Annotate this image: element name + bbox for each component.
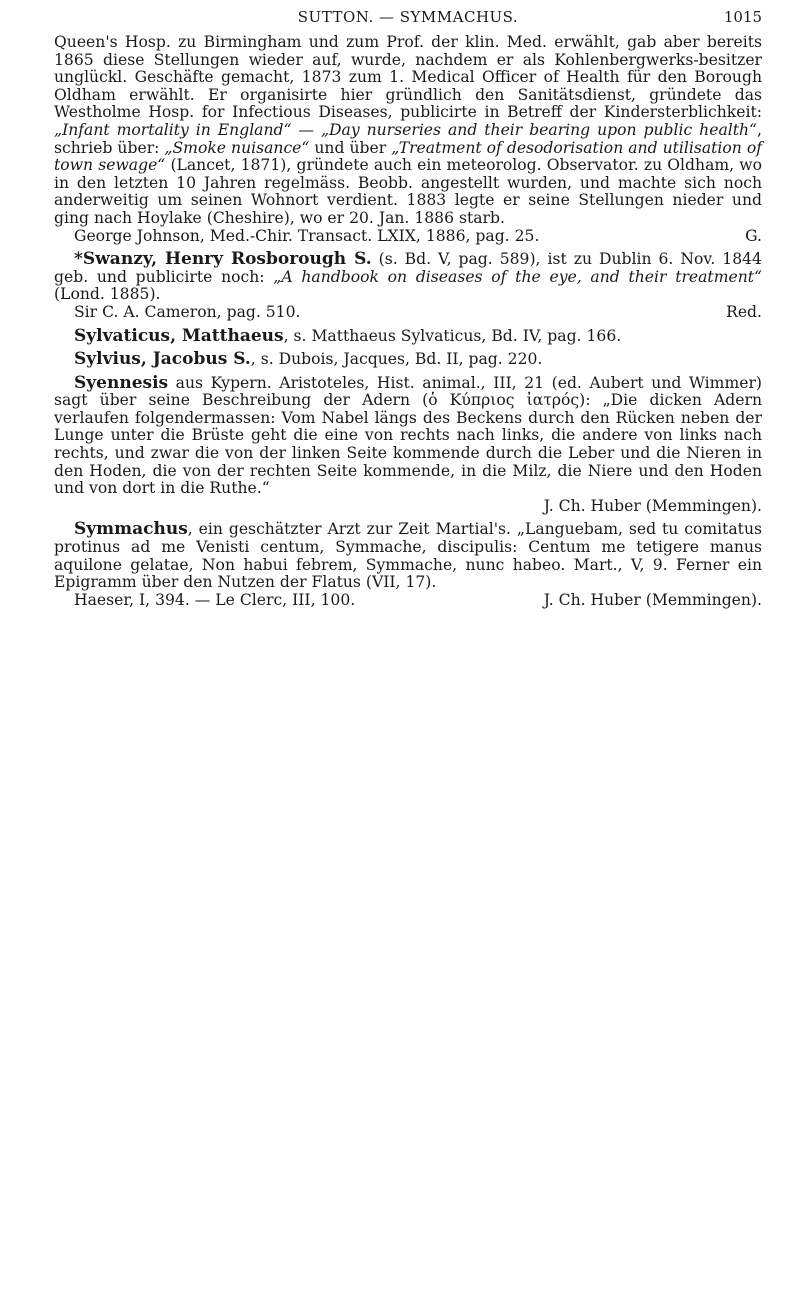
page-number: 1015 bbox=[723, 8, 762, 26]
swanzy-author: Red. bbox=[726, 302, 762, 321]
symmachus-headword: Symmachus bbox=[74, 519, 188, 540]
running-head: SUTTON. — SYMMACHUS. bbox=[297, 8, 519, 26]
swanzy-text-2: (Lond. 1885). bbox=[54, 285, 161, 304]
sutton-text-4: (Lancet, 1871), gründete auch ein meteorolog. Observator. zu Oldham, wo in den letzten 10 Jahren regelmäss. Beobb. angestellt wurden, und machte sich noch anderweitig um seinen Wohnort verdient. 1883 legte er seine Stellungen nieder und ging nach Hoylake (Cheshire), wo er 20. Jan. 1886 starb. bbox=[54, 156, 763, 227]
swanzy-paragraph bbox=[54, 251, 762, 304]
sutton-title-1: „Infant mortality in England“ — „Day nurseries and their bearing upon public health“ bbox=[54, 120, 758, 139]
syennesis-headword: Syennesis bbox=[74, 372, 169, 393]
swanzy-source: Sir C. A. Cameron, pag. 510. bbox=[74, 302, 301, 321]
symmachus-text: , ein geschätzter Arzt zur Zeit Martial's. „Languebam, sed tu comitatus protinus ad me Venisti centum, Symmache, discipulis: Centum me tetigere manus aquilone gelatae, Non habui febrem, Symmache, nunc habeo. Mart., V, 9. Ferner ein Epigramm über den Nutzen der Flatus (VII, 17). bbox=[54, 520, 762, 592]
sylvius-headword: Sylvius, Jacobus S. bbox=[74, 349, 251, 370]
page-text bbox=[54, 34, 762, 609]
swanzy-title: „A handbook on diseases of the eye, and their treatment“ bbox=[273, 267, 762, 286]
entry-symmachus bbox=[54, 521, 762, 609]
syennesis-author: J. Ch. Huber (Memmingen). bbox=[543, 496, 762, 515]
sutton-text-2: , schrieb über: bbox=[54, 120, 762, 157]
entry-sylvaticus bbox=[54, 325, 762, 346]
sylvius-paragraph bbox=[54, 351, 762, 369]
sutton-author: G. bbox=[745, 226, 762, 245]
sutton-title-2: „Smoke nuisance“ bbox=[164, 138, 310, 157]
sylvius-ref: , s. Dubois, Jacques, Bd. II, pag. 220. bbox=[250, 350, 543, 369]
sylvaticus-ref: , s. Matthaeus Sylvaticus, Bd. IV, pag. 166. bbox=[283, 326, 622, 345]
sutton-text-3: und über bbox=[309, 138, 392, 157]
sutton-source-line bbox=[54, 228, 762, 246]
entry-syennesis bbox=[54, 372, 762, 516]
sutton-title-3: „Treatment of desodorisation and utilisation of town sewage“ bbox=[54, 138, 762, 175]
syennesis-text: aus Kypern. Aristoteles, Hist. animal., III, 21 (ed. Aubert und Wimmer) sagt über seine Beschreibung der Adern (ὁ Κύπριος ἰατρός): „Die dicken Adern verlaufen folgendermassen: Vom Nabel längs des Beckens durch den Rücken neben der Lunge unter die Brüste geht die eine von rechts nach links, die andere von links nach rechts, und zwar die von der linken Seite kommende durch die Leber und die Nieren in den Hoden, die von der rechten Seite kommende, in die Milz, die Niere und den Hoden und von dort in die Ruthe.“ bbox=[54, 373, 762, 498]
page-header bbox=[54, 8, 762, 34]
sutton-paragraph bbox=[54, 34, 762, 228]
page bbox=[54, 8, 762, 609]
symmachus-author: J. Ch. Huber (Memmingen). bbox=[543, 590, 762, 609]
syennesis-paragraph bbox=[54, 372, 762, 498]
entry-swanzy bbox=[54, 251, 762, 321]
swanzy-headword: *Swanzy, Henry Rosborough S. bbox=[74, 249, 372, 270]
sylvaticus-headword: Sylvaticus, Matthaeus bbox=[74, 325, 284, 346]
symmachus-paragraph bbox=[54, 521, 762, 591]
sutton-source: George Johnson, Med.-Chir. Transact. LXIX, 1886, pag. 25. bbox=[74, 226, 540, 245]
symmachus-source-line bbox=[54, 592, 762, 610]
entry-sylvius bbox=[54, 351, 762, 369]
symmachus-source: Haeser, I, 394. — Le Clerc, III, 100. bbox=[74, 590, 356, 609]
sutton-text-1: Queen's Hosp. zu Birmingham und zum Prof. der klin. Med. erwählt, gab aber bereits 1865 diese Stellungen wieder auf, wurde, nachdem er als Kohlenbergwerks-besitzer unglückl. Geschäfte gemacht, 1873 zum 1. Medical Officer of Health für den Borough Oldham erwählt. Er organisirte hier gründlich den Sanitätsdienst, gründete das Westholme Hosp. for Infectious Diseases, publicirte in Betreff der Kindersterblichkeit: bbox=[54, 33, 762, 122]
entry-sutton-continued bbox=[54, 34, 762, 245]
swanzy-source-line bbox=[54, 304, 762, 322]
sylvaticus-paragraph bbox=[54, 325, 762, 346]
swanzy-text-1: (s. Bd. V, pag. 589), ist zu Dublin 6. Nov. 1844 geb. und publicirte noch: bbox=[54, 250, 762, 286]
